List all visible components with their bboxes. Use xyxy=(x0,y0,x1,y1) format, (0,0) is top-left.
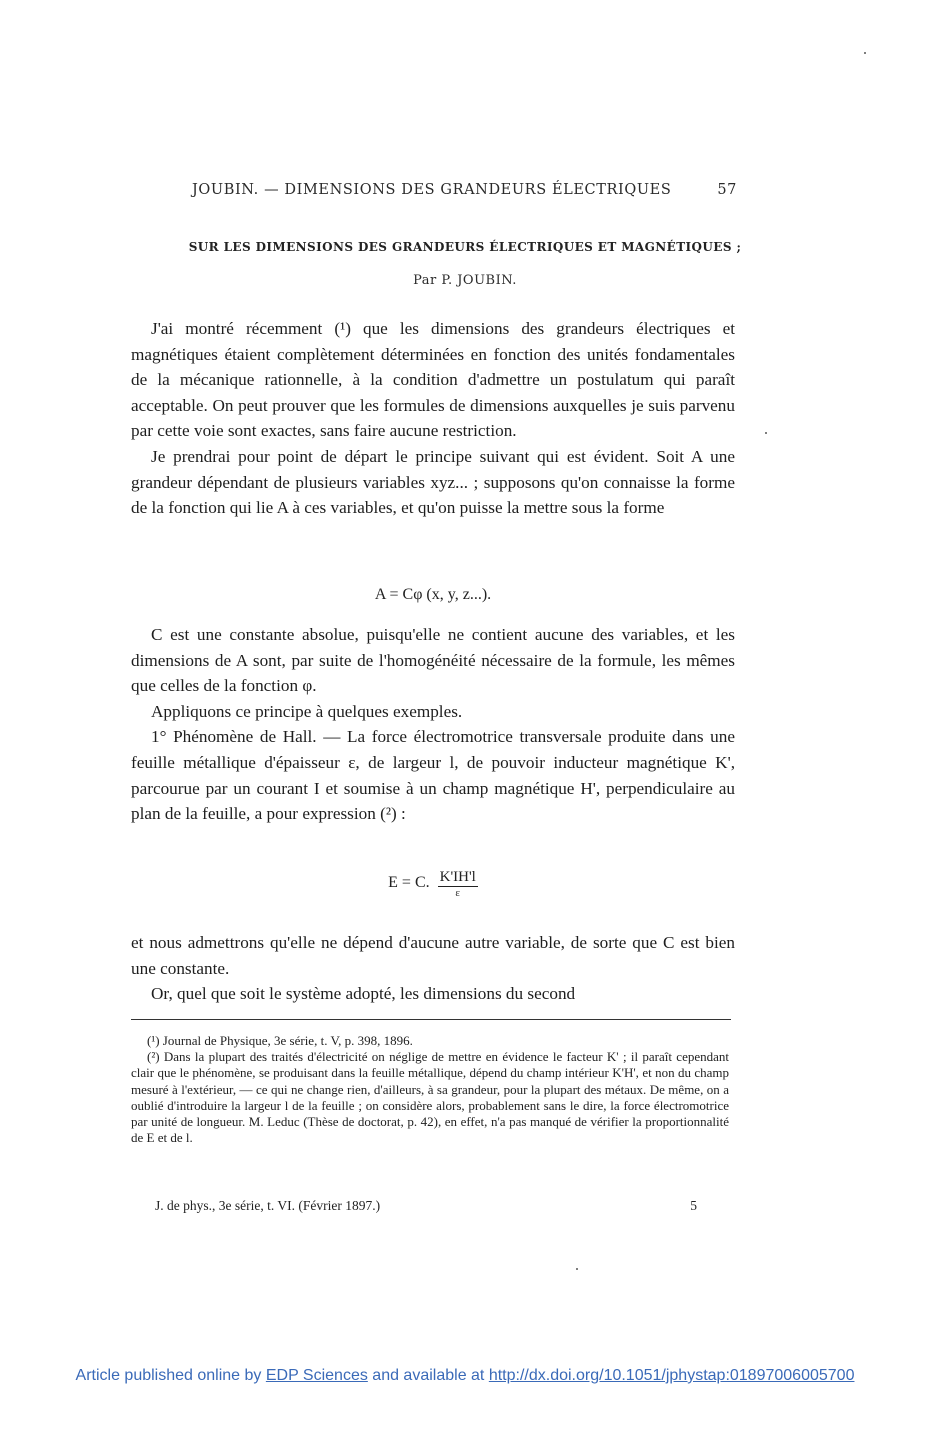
body-block-1 xyxy=(131,316,735,521)
scan-speck xyxy=(765,432,767,434)
paragraph-1: J'ai montré récemment (¹) que les dimensions des grandeurs électriques et magnétiques étaient complètement déterminées en fonction des unités fondamentales de la mécanique rationnelle, à la condition d'admettre un postulatum qui paraît acceptable. On peut prouver que les formules de dimensions auxquelles je suis parvenu par cette voie sont exactes, sans faire aucune restriction. xyxy=(131,319,735,441)
running-title: JOUBIN. — DIMENSIONS DES GRANDEURS ÉLECTRIQUES xyxy=(192,182,672,198)
paragraph-2: Je prendrai pour point de départ le principe suivant qui est évident. Soit A une grandeur dépendant de plusieurs variables xyz... ; supposons qu'on connaisse la forme de la fonction qui lie A à ces variables, et qu'on puisse la mettre sous la forme xyxy=(131,446,735,518)
equation-1: A = Cφ (x, y, z...). xyxy=(374,586,492,603)
equation-2-denominator: ε xyxy=(455,887,461,899)
publisher-middle: and available at xyxy=(367,1367,489,1384)
doi-link[interactable]: http://dx.doi.org/10.1051/jphystap:01897006005700 xyxy=(488,1367,855,1384)
publisher-link[interactable]: EDP Sciences xyxy=(265,1367,368,1384)
article-title: SUR LES DIMENSIONS DES GRANDEURS ÉLECTRIQUES ET MAGNÉTIQUES ; xyxy=(188,240,742,254)
footnote-2: (²) Dans la plupart des traités d'électricité on néglige de mettre en évidence le facteur K' ; il paraît cependant clair que le phénomène, se produisant dans la feuille métallique, dépend du champ intérieur K'H', et non du champ mesuré à l'extérieur, — ce qui ne change rien, d'ailleurs, à sa grandeur, pour la plupart des métaux. De même, on a oublié d'introduire la largeur l de la feuille ; on considère alors, probablement sans le dire, la force électromotrice par unité de longueur. M. Leduc (Thèse de doctorat, p. 42), en effet, n'a pas manqué de vérifier la proportionnalité de E et de l. xyxy=(131,1049,729,1146)
scan-speck xyxy=(576,1268,578,1270)
publisher-bar xyxy=(0,1367,930,1385)
body-block-2 xyxy=(131,622,735,827)
footnote-divider xyxy=(131,1019,731,1020)
footnotes xyxy=(131,1033,729,1146)
paragraph-4: Appliquons ce principe à quelques exemples. xyxy=(151,701,463,721)
scan-speck xyxy=(864,52,866,54)
signature-mark: 5 xyxy=(690,1198,697,1213)
running-header xyxy=(192,182,737,206)
paragraph-5: 1° Phénomène de Hall. — La force électromotrice transversale produite dans une feuille métallique d'épaisseur ε, de largeur l, de pouvoir inducteur magnétique K', parcourue par un courant I et soumise à un champ magnétique H', perpendiculaire au plan de la feuille, a pour expression (²) : xyxy=(131,727,735,824)
page-number: 57 xyxy=(717,182,737,198)
body-block-3 xyxy=(131,930,735,1007)
publisher-prefix: Article published online by xyxy=(75,1367,266,1384)
paragraph-3: C est une constante absolue, puisqu'elle ne contient aucune des variables, et les dimensions de A sont, par suite de l'homogénéité nécessaire de la formule, les mêmes que celles de la fonction φ. xyxy=(131,625,735,696)
paragraph-6: et nous admettrons qu'elle ne dépend d'aucune autre variable, de sorte que C est bien une constante. xyxy=(131,933,735,978)
journal-citation: J. de phys., 3e série, t. VI. (Février 1897.) xyxy=(155,1198,381,1213)
equation-2-lhs: E = C. xyxy=(388,874,430,892)
footnote-1: (¹) Journal de Physique, 3e série, t. V, p. 398, 1896. xyxy=(147,1033,413,1048)
equation-2 xyxy=(131,868,735,899)
equation-2-fraction xyxy=(438,868,478,899)
equation-2-numerator: K'IH'l xyxy=(439,869,476,885)
article-byline: Par P. JOUBIN. xyxy=(413,273,517,288)
paragraph-7: Or, quel que soit le système adopté, les dimensions du second xyxy=(151,984,576,1004)
journal-footer xyxy=(155,1198,715,1218)
